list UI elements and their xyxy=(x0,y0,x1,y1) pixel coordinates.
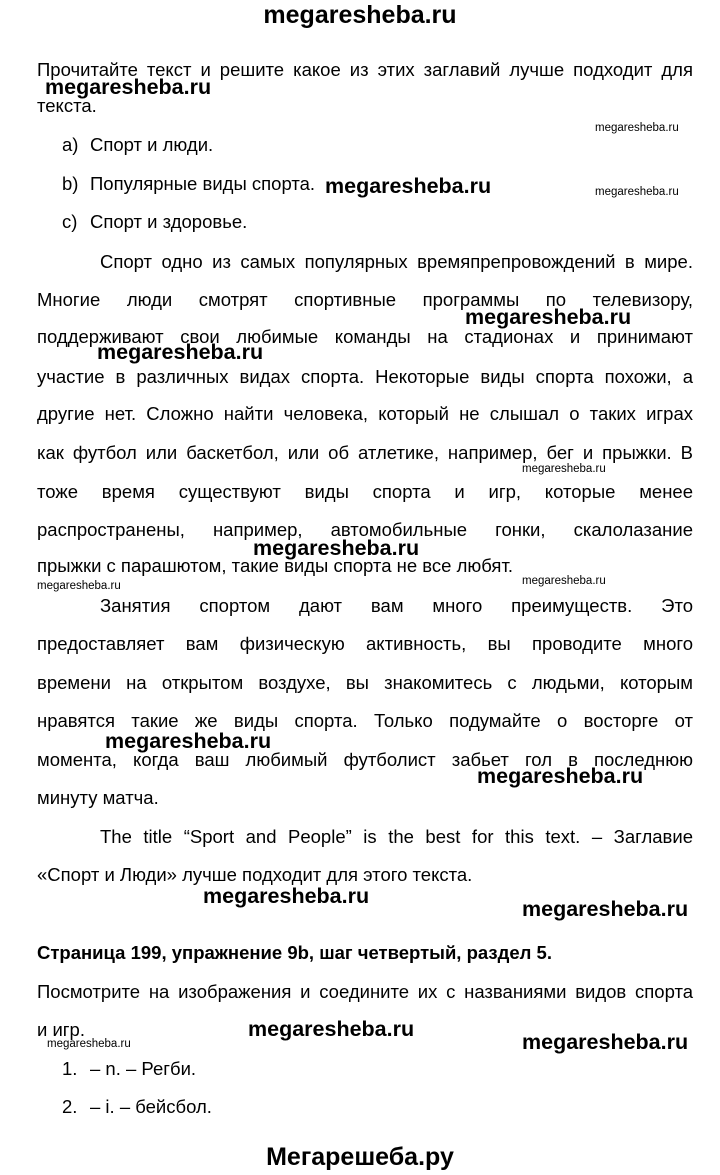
paragraph-line: времени на открытом воздухе, вы знакомитесь с людьми, которым xyxy=(37,672,693,693)
answer-list-text: – i. – бейсбол. xyxy=(90,1096,212,1117)
option-marker: c) xyxy=(62,211,78,232)
paragraph-line: как футбол или баскетбол, или об атлетике, например, бег и прыжки. В xyxy=(37,442,693,463)
task-line: Посмотрите на изображения и соедините их с названиями видов спорта xyxy=(37,981,693,1002)
paragraph-line: нравятся такие же виды спорта. Только подумайте о восторге от xyxy=(37,710,693,731)
watermark-large: megaresheba.ru xyxy=(45,75,212,99)
watermark-large: megaresheba.ru xyxy=(325,174,492,198)
site-footer-title: Мегарешеба.ру xyxy=(266,1143,454,1171)
option-marker: a) xyxy=(62,134,79,155)
watermark-small: megaresheba.ru xyxy=(47,1038,131,1050)
paragraph-line: Спорт одно из самых популярных времяпрепровождений в мире. xyxy=(100,251,693,272)
paragraph-line: тоже время существуют виды спорта и игр, которые менее xyxy=(37,481,693,502)
watermark-large: megaresheba.ru xyxy=(477,764,644,788)
paragraph-line: прыжки с парашютом, такие виды спорта не все любят. xyxy=(37,555,514,576)
paragraph-line: распространены, например, автомобильные гонки, скалолазание xyxy=(37,519,693,540)
paragraph-line: поддерживают свои любимые команды на стадионах и принимают xyxy=(37,326,693,347)
paragraph-line: момента, когда ваш любимый футболист забьет гол в последнюю xyxy=(37,749,693,770)
answer-line: «Спорт и Люди» лучше подходит для этого текста. xyxy=(37,864,473,885)
option-text: Спорт и здоровье. xyxy=(90,211,248,232)
task-line: и игр. xyxy=(37,1019,85,1040)
answer-line: The title “Sport and People” is the best for this text. – Заглавие xyxy=(100,826,693,847)
watermark-large: megaresheba.ru xyxy=(253,536,420,560)
site-header-title: megaresheba.ru xyxy=(263,1,457,29)
paragraph-line: участие в различных видах спорта. Некоторые виды спорта похожи, а xyxy=(37,366,693,387)
watermark-small: megaresheba.ru xyxy=(595,186,679,198)
intro-line: текста. xyxy=(37,95,97,116)
watermark-large: megaresheba.ru xyxy=(465,305,632,329)
paragraph-line: минуту матча. xyxy=(37,787,159,808)
answer-list-marker: 1. xyxy=(62,1058,78,1079)
intro-line: Прочитайте текст и решите какое из этих заглавий лучше подходит для xyxy=(37,59,693,80)
paragraph-line: Многие люди смотрят спортивные программы по телевизору, xyxy=(37,289,693,310)
answer-list-item xyxy=(0,1095,720,1119)
title-option-a xyxy=(0,133,720,157)
watermark-large: megaresheba.ru xyxy=(203,884,370,908)
watermark-large: megaresheba.ru xyxy=(522,1030,689,1054)
section-heading: Страница 199, упражнение 9b, шаг четвертый, раздел 5. xyxy=(37,942,552,963)
paragraph-line: другие нет. Сложно найти человека, который не слышал о таких играх xyxy=(37,403,693,424)
option-text: Популярные виды спорта. xyxy=(90,173,316,194)
paragraph-line: предоставляет вам физическую активность, вы проводите много xyxy=(37,633,693,654)
watermark-large: megaresheba.ru xyxy=(105,729,272,753)
watermark-small: megaresheba.ru xyxy=(595,122,679,134)
option-marker: b) xyxy=(62,173,79,194)
option-text: Спорт и люди. xyxy=(90,134,214,155)
answer-list-marker: 2. xyxy=(62,1096,78,1117)
watermark-small: megaresheba.ru xyxy=(522,463,606,475)
paragraph-line: Занятия спортом дают вам много преимуществ. Это xyxy=(100,595,693,616)
answer-list-item xyxy=(0,1057,720,1081)
answer-list-text: – n. – Регби. xyxy=(90,1058,197,1079)
watermark-large: megaresheba.ru xyxy=(522,897,689,921)
watermark-large: megaresheba.ru xyxy=(248,1017,415,1041)
watermark-small: megaresheba.ru xyxy=(37,580,121,592)
watermark-small: megaresheba.ru xyxy=(522,575,606,587)
watermark-large: megaresheba.ru xyxy=(97,340,264,364)
title-option-c xyxy=(0,210,720,234)
